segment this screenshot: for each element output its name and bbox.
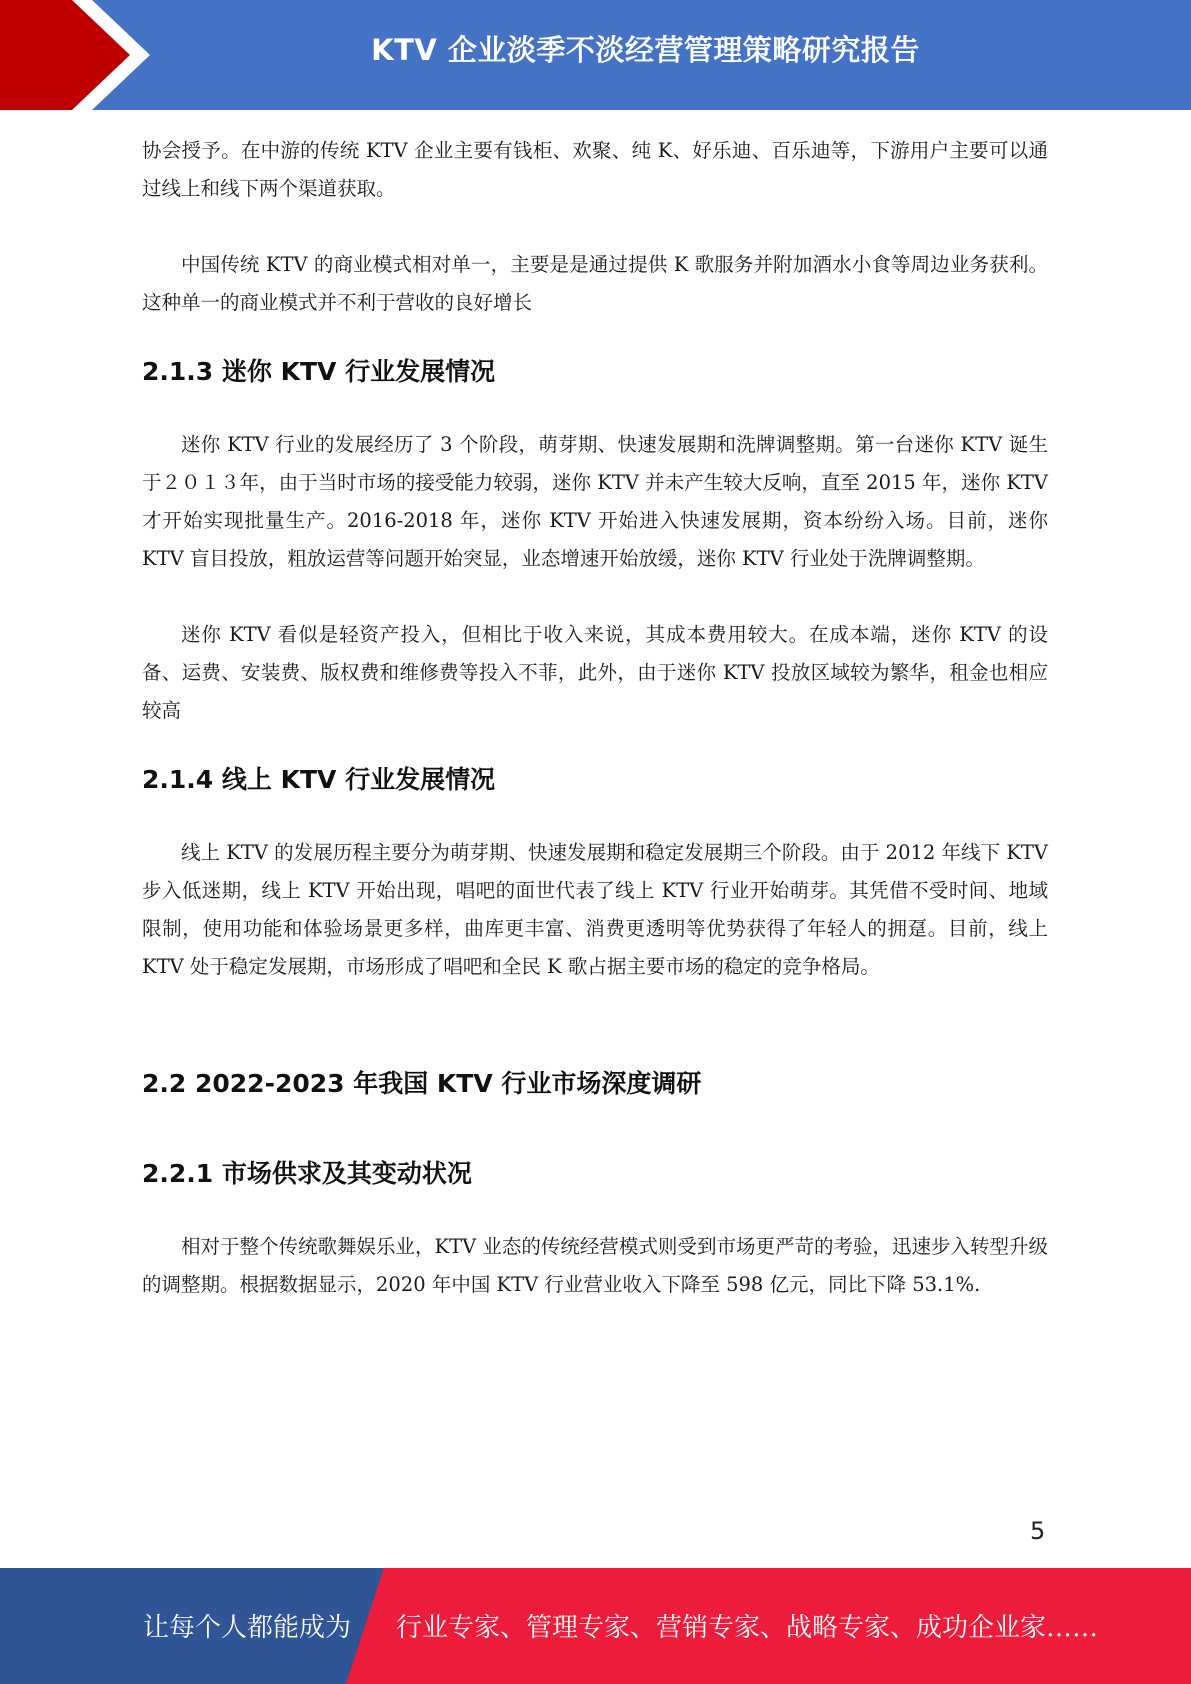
section-heading-2-1-3: 2.1.3 迷你 KTV 行业发展情况 [142,357,496,386]
footer-slogan-right: 行业专家、管理专家、营销专家、战略专家、成功企业家…… [396,1613,1099,1643]
header-arrow-decoration [0,0,160,110]
paragraph-market-supply: 相对于整个传统歌舞娱乐业，KTV 业态的传统经营模式则受到市场更严苛的考验，迅速步入转型升级的调整期。根据数据显示，2020 年中国 KTV 行业营业收入下降至 598 亿元，同比下降 53.1%. [142,1235,1048,1296]
page-footer [0,1568,1191,1684]
report-title: KTV 企业淡季不淡经营管理策略研究报告 [371,33,920,67]
paragraph-online-ktv: 线上 KTV 的发展历程主要分为萌芽期、快速发展期和稳定发展期三个阶段。由于 2012 年线下 KTV 步入低迷期，线上 KTV 开始出现，唱吧的面世代表了线上 KTV 行业开始萌芽。其凭借不受时间、地域限制，使用功能和体验场景更多样，曲库更丰富、消费更透明等优势获得了年轻人的拥趸。目前，线上 KTV 处于稳定发展期，市场形成了唱吧和全民 K 歌占据主要市场的稳定的竞争格局。 [142,841,1048,978]
section-heading-2-2-1: 2.2.1 市场供求及其变动状况 [142,1159,472,1188]
paragraph-intro-continuation: 协会授予。在中游的传统 KTV 企业主要有钱柜、欢聚、纯 K、好乐迪、百乐迪等，下游用户主要可以通过线上和线下两个渠道获取。 [142,139,1048,200]
page-header [0,0,1191,110]
page-number: 5 [1030,1517,1046,1545]
paragraph-mini-ktv-stages: 迷你 KTV 行业的发展经历了 3 个阶段，萌芽期、快速发展期和洗牌调整期。第一台迷你 KTV 诞生于２０１３年，由于当时市场的接受能力较弱，迷你 KTV 并未产生较大反响，直至 2015 年，迷你 KTV 才开始实现批量生产。2016-2018 年，迷你 KTV 开始进入快速发展期，资本纷纷入场。目前，迷你 KTV 盲目投放，粗放运营等问题开始突显，业态增速开始放缓，迷你 KTV 行业处于洗牌调整期。 [142,433,1048,570]
paragraph-mini-ktv-costs: 迷你 KTV 看似是轻资产投入，但相比于收入来说，其成本费用较大。在成本端，迷你 KTV 的设备、运费、安装费、版权费和维修费等投入不菲，此外，由于迷你 KTV 投放区域较为繁华，租金也相应较高 [142,623,1048,722]
paragraph-business-model: 中国传统 KTV 的商业模式相对单一，主要是是通过提供 K 歌服务并附加酒水小食等周边业务获利。这种单一的商业模式并不利于营收的良好增长 [142,253,1048,314]
section-heading-2-1-4: 2.1.4 线上 KTV 行业发展情况 [142,765,496,794]
section-heading-2-2: 2.2 2022-2023 年我国 KTV 行业市场深度调研 [142,1069,702,1098]
document-body [142,132,1048,1304]
footer-slogan-left: 让每个人都能成为 [143,1613,352,1643]
